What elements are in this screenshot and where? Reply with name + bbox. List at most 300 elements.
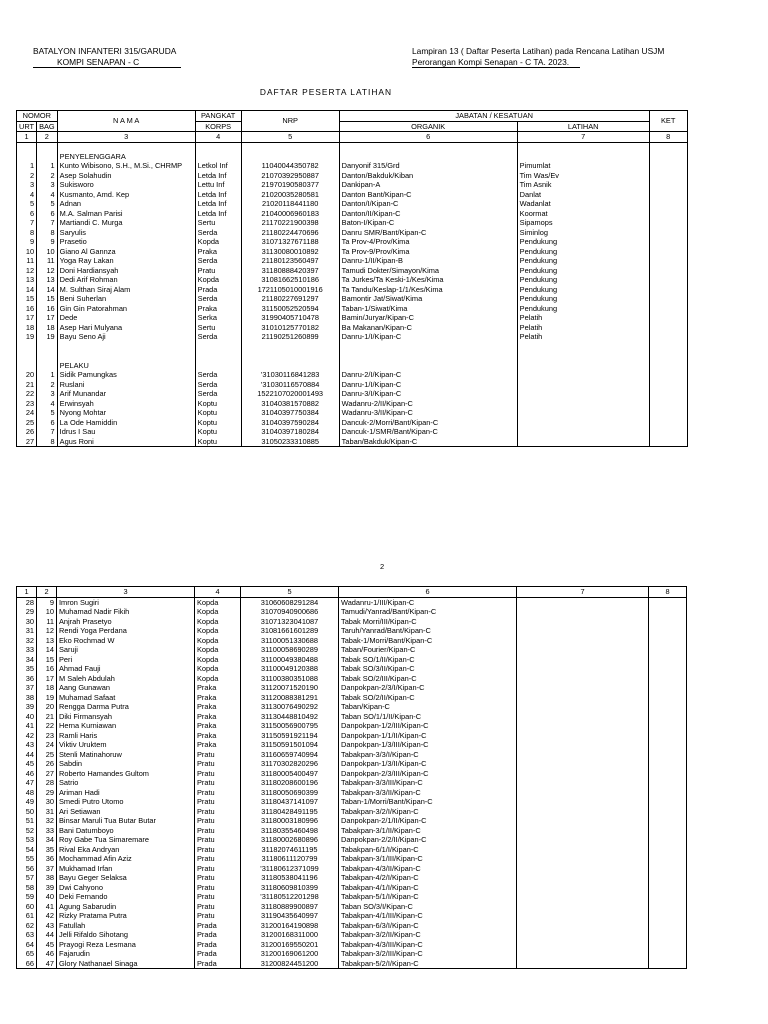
cell-bag: 47 [37, 959, 57, 969]
cell-rank: Kopda [195, 617, 241, 627]
col-jabatan: JABATAN / KESATUAN [339, 111, 649, 122]
cell-name: Aang Gunawan [57, 683, 195, 693]
cell-urt: 1 [17, 161, 37, 171]
cell-name: Viktiv Uruktem [57, 740, 195, 750]
cell-latihan [517, 759, 649, 769]
cell-ket [649, 674, 687, 684]
page-two [0, 586, 768, 1024]
table-row [17, 237, 688, 247]
col-number: 1 [17, 132, 37, 143]
cell-ket [649, 864, 687, 874]
cell-organik: Danpokpan-2/3/I/Kipan-C [339, 683, 517, 693]
col-nama: N A M A [57, 111, 195, 132]
col-bag: BAG [37, 121, 58, 132]
page-gap [0, 496, 768, 586]
cell-organik: Danpokpan-2/1/II/Kipan-C [339, 816, 517, 826]
attachment-header [412, 46, 712, 68]
cell-urt: 2 [17, 171, 37, 181]
cell-bag: 16 [37, 304, 58, 314]
cell-empty [517, 361, 649, 371]
cell-rank: Praka [195, 712, 241, 722]
cell-ket [649, 237, 687, 247]
cell-nrp: 31200169550201 [241, 940, 339, 950]
col-number: 4 [195, 132, 241, 143]
cell-urt: 26 [17, 427, 37, 437]
cell-name: Imron Sugiri [57, 597, 195, 607]
cell-organik: Danpokpan-1/3/III/Kipan-C [339, 740, 517, 750]
cell-urt [17, 361, 37, 371]
cell-name: Ari Setiawan [57, 807, 195, 817]
cell-urt: 42 [17, 731, 37, 741]
cell-name: Adnan [57, 199, 195, 209]
cell-rank: Prada [195, 940, 241, 950]
cell-nrp: '31030116841283 [241, 370, 339, 380]
cell-latihan: Danlat [517, 190, 649, 200]
cell-rank: Pratu [195, 854, 241, 864]
cell-latihan [517, 370, 649, 380]
cell-urt: 37 [17, 683, 37, 693]
cell-ket [649, 816, 687, 826]
cell-bag: 32 [37, 816, 57, 826]
table-row [17, 845, 687, 855]
cell-organik: Baton-I/Kipan-C [339, 218, 517, 228]
cell-urt: 21 [17, 380, 37, 390]
cell-latihan [517, 712, 649, 722]
cell-name: Muhamad Nadir Fikih [57, 607, 195, 617]
cell-name: Kunto Wibisono, S.H., M.Si., CHRMP [57, 161, 195, 171]
cell-nrp: 31182074611195 [241, 845, 339, 855]
cell-empty [241, 361, 339, 371]
cell-nrp: 31150591501094 [241, 740, 339, 750]
cell-organik: Danpokpan-2/2/II/Kipan-C [339, 835, 517, 845]
cell-rank: Pratu [195, 864, 241, 874]
cell-urt: 11 [17, 256, 37, 266]
cell-name: Muhamad Safaat [57, 693, 195, 703]
cell-bag [37, 361, 58, 371]
cell-bag: 16 [37, 664, 57, 674]
cell-nrp: 31180208600196 [241, 778, 339, 788]
cell-urt: 43 [17, 740, 37, 750]
cell-urt: 10 [17, 247, 37, 257]
cell-bag: 6 [37, 418, 58, 428]
cell-rank: Praka [195, 304, 241, 314]
cell-rank: Kopda [195, 237, 241, 247]
blank-row [17, 142, 688, 152]
cell-name: Dede [57, 313, 195, 323]
cell-nrp: '31030116570884 [241, 380, 339, 390]
cell-rank: Koptu [195, 408, 241, 418]
cell-organik: Tabakpan-4/2/I/Kipan-C [339, 873, 517, 883]
cell-urt: 45 [17, 759, 37, 769]
table-row [17, 266, 688, 276]
cell-urt: 7 [17, 218, 37, 228]
cell-organik: Taban/Bakduk/Kipan-C [339, 437, 517, 447]
table-row [17, 389, 688, 399]
cell-organik: Wadanru-1/III/Kipan-C [339, 597, 517, 607]
cell-nrp: 21180123560497 [241, 256, 339, 266]
cell-latihan: Pendukung [517, 294, 649, 304]
cell-rank: Pratu [195, 266, 241, 276]
cell-nrp: 31150591921194 [241, 731, 339, 741]
cell-rank: Pratu [195, 788, 241, 798]
cell-name: Fajarudin [57, 949, 195, 959]
cell-ket [649, 636, 687, 646]
cell-bag: 44 [37, 930, 57, 940]
cell-latihan [517, 418, 649, 428]
cell-organik: Bamin/Juryar/Kipan-C [339, 313, 517, 323]
cell-nrp: 31071327671188 [241, 237, 339, 247]
cell-bag: 40 [37, 892, 57, 902]
table-row [17, 740, 687, 750]
cell-name: Doni Hardiansyah [57, 266, 195, 276]
cell-nrp: 31040397750384 [241, 408, 339, 418]
cell-name: Beni Suherlan [57, 294, 195, 304]
table-row [17, 759, 687, 769]
cell-organik: Danton Bant/Kipan-C [339, 190, 517, 200]
cell-empty [195, 342, 241, 352]
cell-rank: Serda [195, 370, 241, 380]
cell-rank: Koptu [195, 418, 241, 428]
cell-bag: 23 [37, 731, 57, 741]
cell-ket [649, 418, 687, 428]
cell-name: Asep Hari Mulyana [57, 323, 195, 333]
cell-latihan [517, 892, 649, 902]
cell-nrp: 31070940900686 [241, 607, 339, 617]
cell-name: Mochammad Afin Aziz [57, 854, 195, 864]
cell-name: Eko Rochmad W [57, 636, 195, 646]
cell-ket [649, 740, 687, 750]
document-title: DAFTAR PESERTA LATIHAN [259, 87, 393, 97]
cell-nrp: 31180888420397 [241, 266, 339, 276]
cell-organik: Tamudi/Yanrad/Bant/Kipan-C [339, 607, 517, 617]
cell-name: Prasetio [57, 237, 195, 247]
cell-latihan [517, 693, 649, 703]
cell-bag [37, 142, 58, 152]
cell-empty [57, 142, 195, 152]
cell-nrp: 31050233310885 [241, 437, 339, 447]
cell-name: Rizky Pratama Putra [57, 911, 195, 921]
cell-urt: 46 [17, 769, 37, 779]
cell-nrp: 21180224470696 [241, 228, 339, 238]
cell-name: Arif Munandar [57, 389, 195, 399]
cell-organik: Taban-1/Siwat/Kima [339, 304, 517, 314]
cell-bag: 37 [37, 864, 57, 874]
cell-rank: Kopda [195, 597, 241, 607]
cell-latihan: Pendukung [517, 304, 649, 314]
cell-urt [17, 351, 37, 361]
cell-urt: 16 [17, 304, 37, 314]
cell-ket [649, 304, 687, 314]
cell-nrp: 31180889900897 [241, 902, 339, 912]
cell-ket [649, 323, 687, 333]
table-row [17, 209, 688, 219]
cell-rank: Serda [195, 294, 241, 304]
cell-latihan: Koormat [517, 209, 649, 219]
cell-urt: 64 [17, 940, 37, 950]
cell-urt: 57 [17, 873, 37, 883]
table-row [17, 702, 687, 712]
cell-nrp: 31180428491195 [241, 807, 339, 817]
cell-ket [649, 427, 687, 437]
cell-urt: 23 [17, 399, 37, 409]
cell-rank: Praka [195, 247, 241, 257]
cell-name: Dwi Cahyono [57, 883, 195, 893]
cell-urt: 36 [17, 674, 37, 684]
cell-urt: 25 [17, 418, 37, 428]
cell-organik: Danru-2/I/Kipan-C [339, 370, 517, 380]
unit-name: BATALYON INFANTERI 315/GARUDA [33, 46, 177, 56]
cell-name: Saryulis [57, 228, 195, 238]
cell-name: Sidik Pamungkas [57, 370, 195, 380]
cell-rank: Praka [195, 702, 241, 712]
cell-name: Ariman Hadi [57, 788, 195, 798]
cell-bag: 28 [37, 778, 57, 788]
cell-nrp: 31150052520594 [241, 304, 339, 314]
cell-rank: Pratu [195, 816, 241, 826]
cell-name: Herna Kurniawan [57, 721, 195, 731]
cell-nrp: 31200168311000 [241, 930, 339, 940]
cell-nrp: 1522107020001493 [241, 389, 339, 399]
cell-organik: Ta Jurkes/Ta Keski-1/Kes/Kima [339, 275, 517, 285]
cell-organik: Tabak SO/2/II/Kipan-C [339, 693, 517, 703]
cell-rank: Prada [195, 921, 241, 931]
cell-bag: 33 [37, 826, 57, 836]
cell-urt: 52 [17, 826, 37, 836]
cell-empty [241, 342, 339, 352]
table-row [17, 693, 687, 703]
cell-latihan: Tim Was/Ev [517, 171, 649, 181]
cell-rank: Pratu [195, 807, 241, 817]
cell-rank: Praka [195, 731, 241, 741]
table-row [17, 304, 688, 314]
cell-nrp: 21170221900398 [241, 218, 339, 228]
cell-ket [649, 332, 687, 342]
cell-ket [649, 664, 687, 674]
cell-empty [241, 351, 339, 361]
table-row [17, 218, 688, 228]
cell-name: Agung Sabarudin [57, 902, 195, 912]
table-row [17, 408, 688, 418]
section-label: PENYELENGGARA [57, 152, 195, 162]
cell-urt: 9 [17, 237, 37, 247]
cell-empty [195, 351, 241, 361]
cell-urt: 58 [17, 883, 37, 893]
cell-rank: Letda Inf [195, 209, 241, 219]
cell-rank: Pratu [195, 911, 241, 921]
cell-latihan [517, 731, 649, 741]
cell-urt: 40 [17, 712, 37, 722]
cell-urt [17, 342, 37, 352]
cell-latihan [517, 949, 649, 959]
cell-rank: Prada [195, 949, 241, 959]
table-row [17, 285, 688, 295]
table-row [17, 892, 687, 902]
table-row [17, 873, 687, 883]
col-ket: KET [649, 111, 687, 132]
cell-bag: 8 [37, 437, 58, 447]
cell-rank: Pratu [195, 797, 241, 807]
cell-ket [649, 256, 687, 266]
cell-name: Saruji [57, 645, 195, 655]
cell-bag: 25 [37, 750, 57, 760]
cell-latihan: Pendukung [517, 247, 649, 257]
cell-urt: 18 [17, 323, 37, 333]
cell-nrp: '31180612371099 [241, 864, 339, 874]
table-row [17, 959, 687, 969]
cell-name: Roberto Hamandes Gultom [57, 769, 195, 779]
cell-urt: 30 [17, 617, 37, 627]
cell-nrp: 31170302820296 [241, 759, 339, 769]
cell-organik: Danru SMR/Bant/Kipan-C [339, 228, 517, 238]
table-row [17, 275, 688, 285]
cell-latihan: Pendukung [517, 266, 649, 276]
cell-ket [649, 788, 687, 798]
cell-urt: 47 [17, 778, 37, 788]
cell-organik: Danpokpan-1/1/II/Kipan-C [339, 731, 517, 741]
cell-ket [649, 721, 687, 731]
cell-name: Ramli Haris [57, 731, 195, 741]
cell-bag: 2 [37, 380, 58, 390]
cell-bag [37, 351, 58, 361]
cell-latihan [517, 597, 649, 607]
cell-nrp: 31160659740994 [241, 750, 339, 760]
table-row [17, 399, 688, 409]
cell-ket [649, 218, 687, 228]
cell-rank: Kopda [195, 275, 241, 285]
cell-ket [649, 161, 687, 171]
cell-organik: Danpokpan-1/2/III/Kipan-C [339, 721, 517, 731]
cell-name: Martiandi C. Murga [57, 218, 195, 228]
cell-urt: 27 [17, 437, 37, 447]
section-row [17, 361, 688, 371]
cell-rank: Pratu [195, 750, 241, 760]
table-row [17, 721, 687, 731]
cell-latihan [517, 645, 649, 655]
cell-organik: Ta Prov-9/Prov/Kima [339, 247, 517, 257]
cell-latihan [517, 854, 649, 864]
cell-ket [649, 826, 687, 836]
cell-ket [649, 731, 687, 741]
cell-latihan [517, 788, 649, 798]
cell-name: Kusmanto, Amd. Kep [57, 190, 195, 200]
cell-bag: 8 [37, 228, 58, 238]
cell-ket [649, 389, 687, 399]
table-row [17, 437, 688, 447]
cell-rank: Serda [195, 256, 241, 266]
unit-header [33, 46, 181, 68]
cell-urt: 15 [17, 294, 37, 304]
cell-organik: Danton/I/Kipan-C [339, 199, 517, 209]
cell-name: Deki Fernando [57, 892, 195, 902]
cell-nrp: 21070392950887 [241, 171, 339, 181]
cell-urt: 62 [17, 921, 37, 931]
cell-latihan [517, 380, 649, 390]
table-row [17, 171, 688, 181]
cell-rank: Pratu [195, 778, 241, 788]
cell-name: Stenli Matinahoruw [57, 750, 195, 760]
cell-latihan: Pelatih [517, 323, 649, 333]
cell-bag: 7 [37, 218, 58, 228]
cell-urt: 13 [17, 275, 37, 285]
cell-nrp: 31081661601289 [241, 626, 339, 636]
cell-ket [649, 408, 687, 418]
cell-name: Anjrah Prasetyo [57, 617, 195, 627]
cell-nrp: 11040044350782 [241, 161, 339, 171]
cell-urt: 51 [17, 816, 37, 826]
cell-organik: Dancuk-1/SMR/Bant/Kipan-C [339, 427, 517, 437]
cell-latihan [517, 636, 649, 646]
cell-bag: 13 [37, 636, 57, 646]
table-row [17, 778, 687, 788]
cell-latihan [517, 617, 649, 627]
cell-organik: Tabakpan-4/3/III/Kipan-C [339, 940, 517, 950]
cell-organik: Tabak SO/2/III/Kipan-C [339, 674, 517, 684]
cell-latihan [517, 816, 649, 826]
cell-organik: Tabakpan-3/1/II/Kipan-C [339, 826, 517, 836]
table-row [17, 674, 687, 684]
cell-ket [649, 797, 687, 807]
cell-name: Ahmad Fauji [57, 664, 195, 674]
attachment-line-1: Lampiran 13 ( Daftar Peserta Latihan) pada Rencana Latihan USJM [412, 46, 665, 56]
cell-rank: Letda Inf [195, 171, 241, 181]
cell-latihan: Siminlog [517, 228, 649, 238]
cell-empty [649, 361, 687, 371]
cell-bag: 5 [37, 199, 58, 209]
cell-urt: 20 [17, 370, 37, 380]
cell-name: Agus Roni [57, 437, 195, 447]
cell-bag: 7 [37, 427, 58, 437]
col-number: 5 [241, 587, 339, 598]
cell-name: M. Sulthan Siraj Alam [57, 285, 195, 295]
cell-nrp: 21020118441180 [241, 199, 339, 209]
cell-nrp: 31120071520190 [241, 683, 339, 693]
cell-empty [649, 342, 687, 352]
cell-urt: 3 [17, 180, 37, 190]
cell-empty [241, 142, 339, 152]
cell-name: Dedi Arif Rohman [57, 275, 195, 285]
cell-name: Diki Firmansyah [57, 712, 195, 722]
cell-bag: 18 [37, 323, 58, 333]
cell-ket [649, 655, 687, 665]
cell-latihan [517, 437, 649, 447]
cell-organik: Ba Makanan/Kipan-C [339, 323, 517, 333]
cell-ket [649, 902, 687, 912]
cell-name: Giano Al Gannza [57, 247, 195, 257]
cell-empty [195, 152, 241, 162]
cell-latihan: Pendukung [517, 275, 649, 285]
col-number: 7 [517, 132, 649, 143]
cell-organik: Taban/Fourier/Kipan-C [339, 645, 517, 655]
cell-empty [57, 342, 195, 352]
cell-latihan [517, 864, 649, 874]
cell-nrp: 31100051330688 [241, 636, 339, 646]
table-row [17, 683, 687, 693]
cell-ket [649, 171, 687, 181]
cell-empty [517, 152, 649, 162]
cell-bag: 15 [37, 655, 57, 665]
col-number: 6 [339, 132, 517, 143]
cell-organik: Dancuk-2/Morri/Bant/Kipan-C [339, 418, 517, 428]
cell-ket [649, 645, 687, 655]
table-row [17, 418, 688, 428]
cell-rank: Kopda [195, 636, 241, 646]
cell-organik: Tamudi Dokter/Simayon/Kima [339, 266, 517, 276]
cell-nrp: 31180050690399 [241, 788, 339, 798]
cell-name: Smedi Putro Utomo [57, 797, 195, 807]
table-row [17, 323, 688, 333]
cell-urt: 24 [17, 408, 37, 418]
col-number: 7 [517, 587, 649, 598]
